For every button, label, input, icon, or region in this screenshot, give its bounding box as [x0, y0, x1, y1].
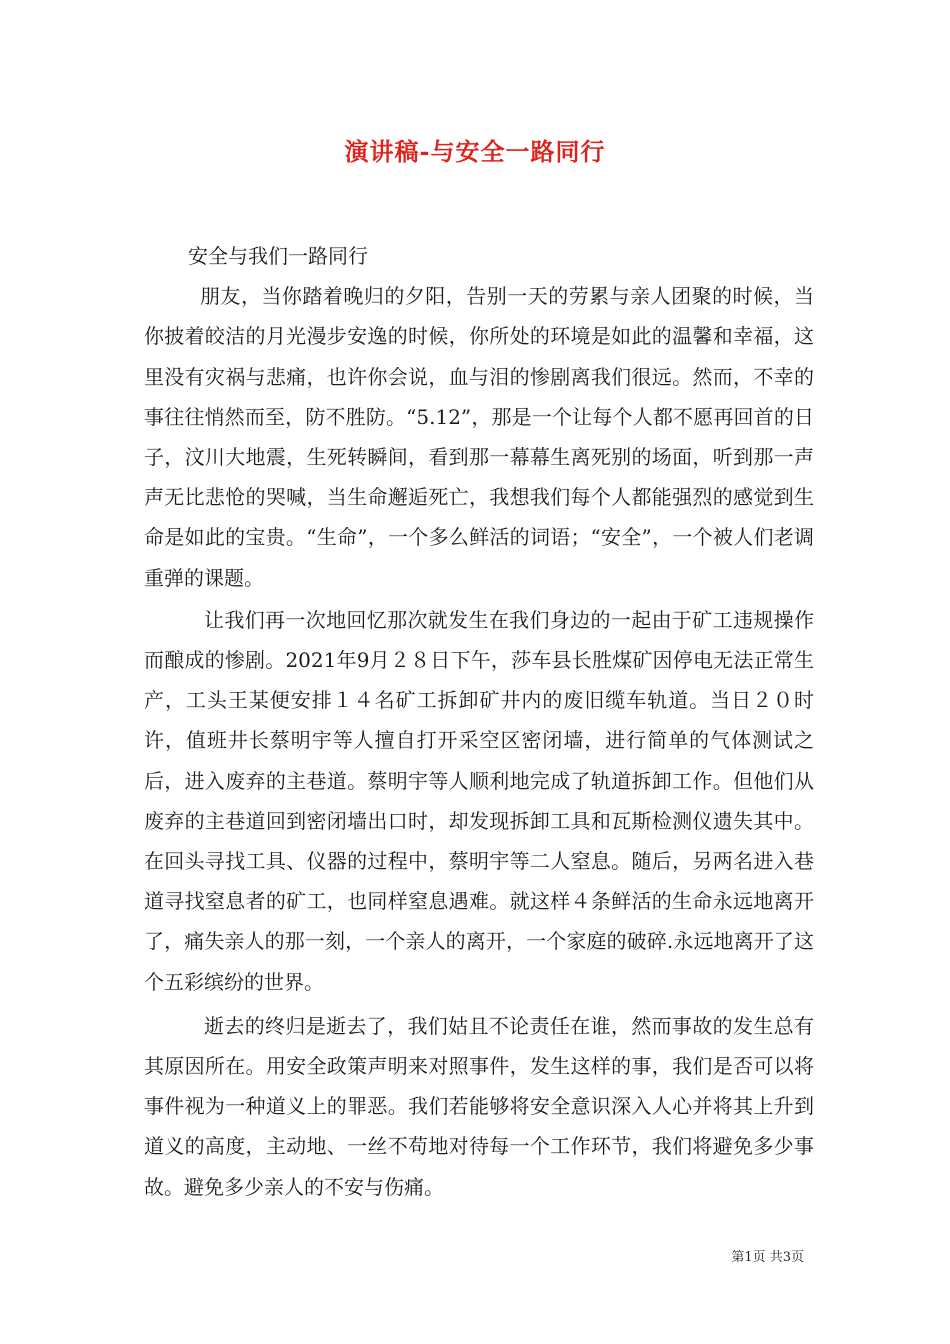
document-title: 演讲稿-与安全一路同行 [344, 137, 606, 166]
document-body [144, 236, 814, 1207]
paragraph-3: 逝去的终归是逝去了，我们姑且不论责任在谁，然而事故的发生总有其原因所在。用安全政策声明来对照事件，发生这样的事，我们是否可以将事件视为一种道义上的罪恶。我们若能够将安全意识深入人心并将其上升到道义的高度，主动地、一丝不苟地对待每一个工作环节，我们将避免多少事故。避免多少亲人的不安与伤痛。 [144, 1013, 814, 1199]
page-number-footer: 第1页 共3页 [731, 1250, 804, 1265]
paragraph-2: 让我们再一次地回忆那次就发生在我们身边的一起由于矿工违规操作而酿成的惨剧。2021年9月２８日下午，莎车县长胜煤矿因停电无法正常生产，工头王某便安排１４名矿工拆卸矿井内的废旧缆车轨道。当日２０时许，值班井长蔡明宇等人擅自打开采空区密闭墙，进行简单的气体测试之后，进入废弃的主巷道。蔡明宇等人顺利地完成了轨道拆卸工作。但他们从废弃的主巷道回到密闭墙出口时，却发现拆卸工具和瓦斯检测仪遗失其中。在回头寻找工具、仪器的过程中，蔡明宇等二人窒息。随后，另两名进入巷道寻找窒息者的矿工，也同样窒息遇难。就这样４条鲜活的生命永远地离开了，痛失亲人的那一刻，一个亲人的离开，一个家庭的破碎.永远地离开了这个五彩缤纷的世界。 [144, 607, 814, 994]
paragraph-1: 朋友，当你踏着晚归的夕阳，告别一天的劳累与亲人团聚的时候，当你披着皎洁的月光漫步安逸的时候，你所处的环境是如此的温馨和幸福，这里没有灾祸与悲痛，也许你会说，血与泪的惨剧离我们很远。然而，不幸的事往往悄然而至，防不胜防。“5.12”，那是一个让每个人都不愿再回首的日子，汶川大地震，生死转瞬间，看到那一幕幕生离死别的场面，听到那一声声无比悲怆的哭喊，当生命邂逅死亡，我想我们每个人都能强烈的感觉到生命是如此的宝贵。“生命”，一个多么鲜活的词语；“安全”，一个被人们老调重弹的课题。 [144, 284, 814, 590]
document-subtitle: 安全与我们一路同行 [188, 244, 368, 268]
